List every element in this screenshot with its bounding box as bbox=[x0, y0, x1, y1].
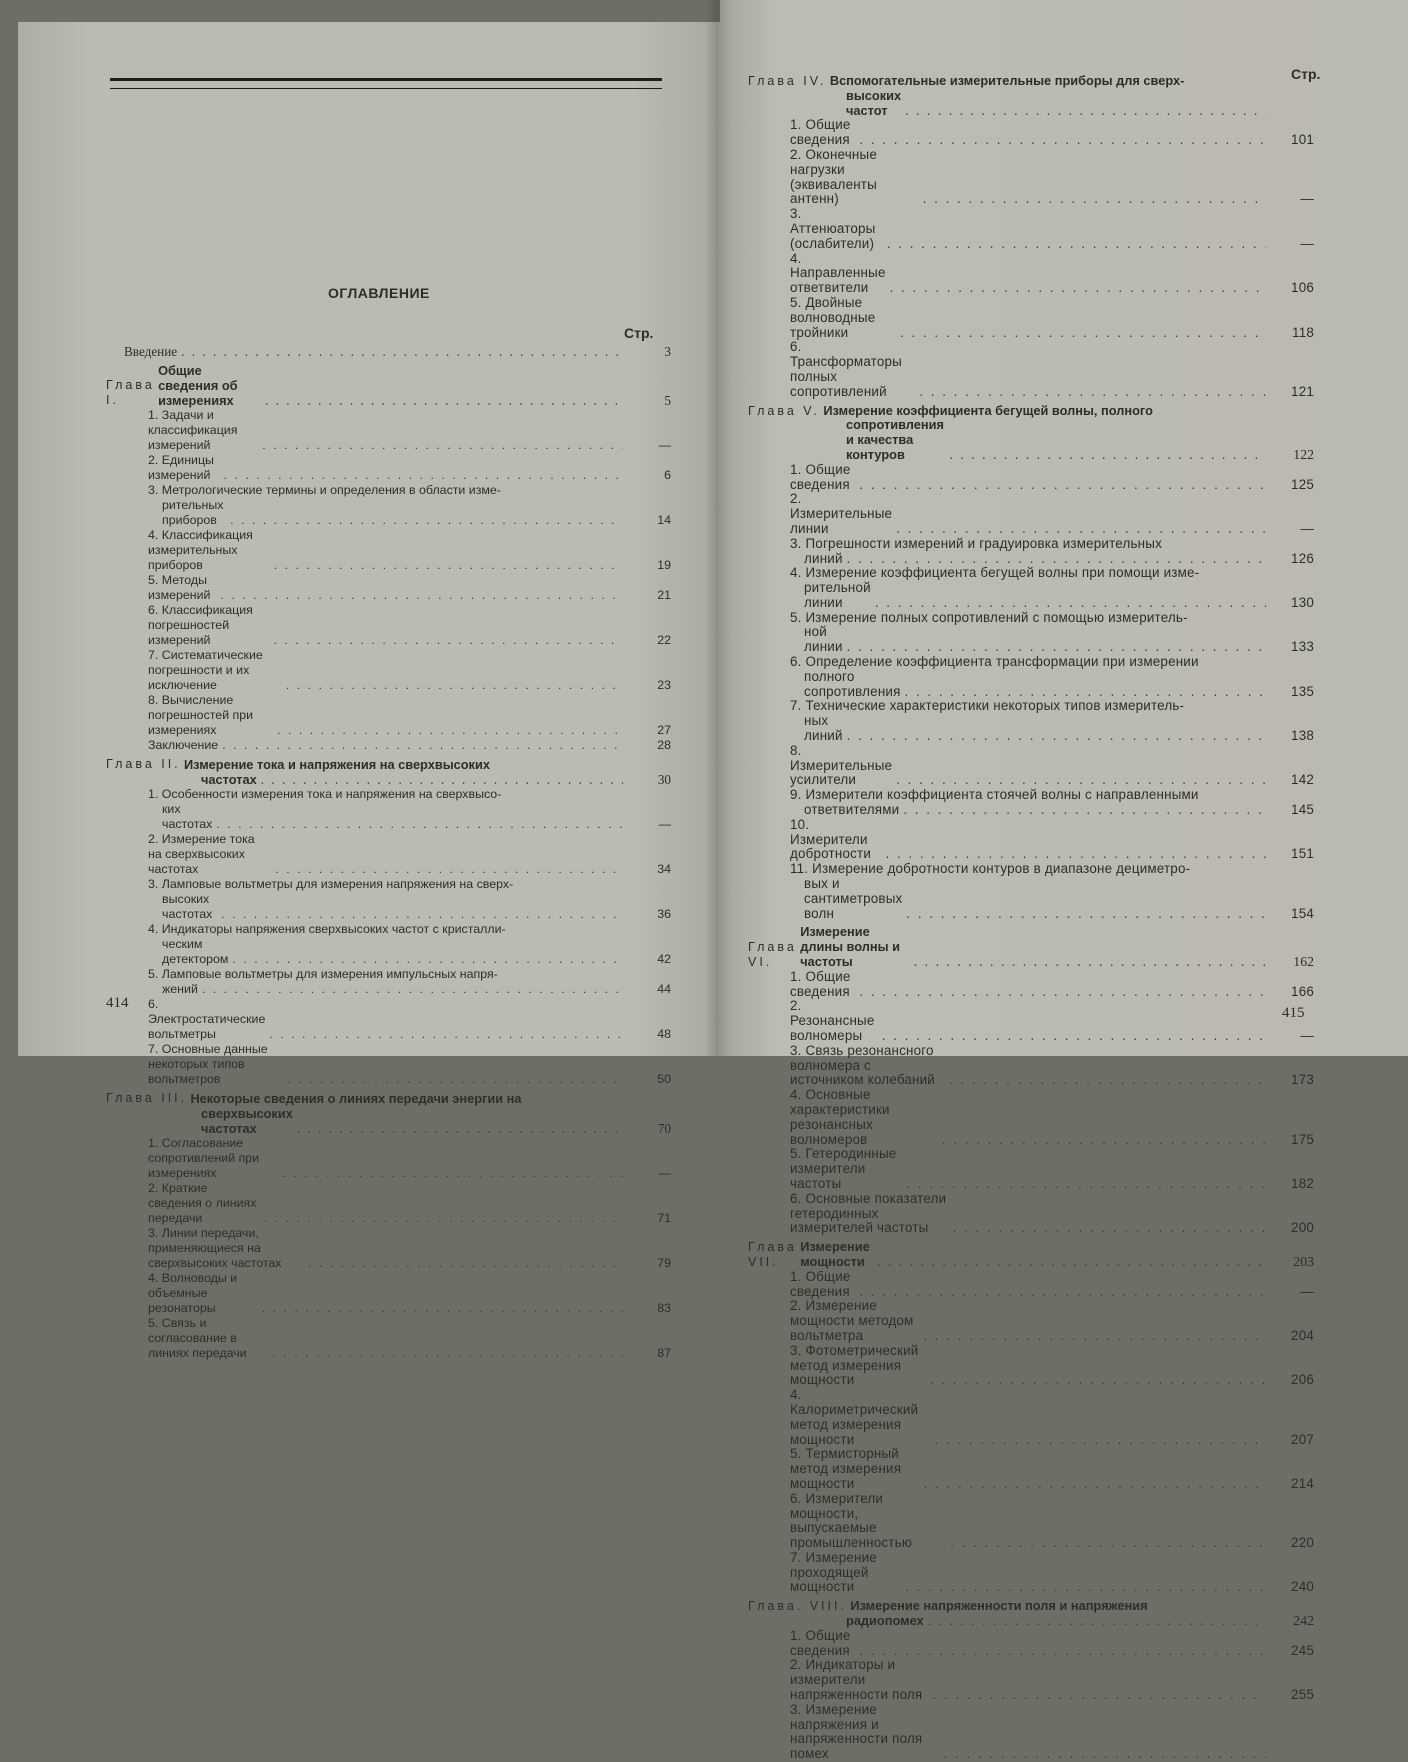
entry-page-number: — bbox=[658, 1166, 671, 1180]
dot-leader bbox=[919, 385, 1266, 400]
toc-list-right bbox=[748, 70, 1314, 1762]
dot-leader bbox=[261, 772, 623, 787]
entry-page-number: 130 bbox=[1291, 594, 1314, 610]
toc-section-entry bbox=[748, 1551, 1314, 1595]
entry-title: 3. Аттенюаторы (ослабители) bbox=[790, 206, 876, 251]
entry-title: ответвителями bbox=[804, 802, 900, 818]
entry-title: 7. Измерение проходящей мощности bbox=[790, 1549, 877, 1595]
toc-section-entry bbox=[748, 1270, 1314, 1300]
entry-title: 1. Общие сведения bbox=[790, 1268, 851, 1299]
entry-title: линий bbox=[804, 550, 843, 566]
entry-page-number: 70 bbox=[657, 1121, 671, 1136]
entry-page-number: 101 bbox=[1291, 132, 1314, 148]
toc-section-entry bbox=[748, 537, 1314, 567]
entry-page-number: 255 bbox=[1291, 1687, 1314, 1703]
toc-section-entry bbox=[748, 148, 1314, 207]
entry-title: 2. Индикаторы и измерители напряженности поля bbox=[790, 1657, 923, 1703]
dot-leader bbox=[896, 773, 1266, 788]
toc-section-entry bbox=[106, 408, 671, 453]
entry-page-number: 200 bbox=[1291, 1220, 1314, 1236]
entry-title: 6. Трансформаторы полных сопротивлений bbox=[790, 339, 902, 399]
chapter-prefix: Глава VII. bbox=[748, 1240, 797, 1269]
entry-title: Общие сведения об измерениях bbox=[158, 363, 238, 408]
left-page bbox=[18, 22, 720, 1360]
entry-title: частотах bbox=[201, 772, 257, 787]
dot-leader bbox=[273, 633, 623, 648]
entry-page-number: 240 bbox=[1291, 1579, 1314, 1595]
entry-page-number: 122 bbox=[1293, 446, 1314, 462]
entry-page-number: 34 bbox=[657, 862, 671, 876]
entry-title: 6. Электростатические вольтметры bbox=[148, 997, 266, 1041]
dot-leader bbox=[942, 1133, 1266, 1148]
toc-heading: ОГЛАВЛЕНИЕ bbox=[328, 285, 430, 301]
dot-leader bbox=[286, 678, 623, 693]
entry-title: 1. Общие сведения bbox=[790, 461, 851, 492]
toc-section-entry bbox=[106, 832, 671, 877]
toc-section-entry bbox=[106, 1042, 671, 1087]
dot-leader bbox=[924, 1477, 1266, 1492]
dot-leader bbox=[900, 326, 1266, 341]
entry-title: 1. Согласование сопротивлений при измерениях bbox=[148, 1136, 260, 1180]
entry-page-number: 5 bbox=[664, 393, 671, 408]
entry-title: 6. Измерители мощности, выпускаемые промышленностью bbox=[790, 1490, 913, 1551]
entry-page-number: 182 bbox=[1291, 1175, 1314, 1191]
entry-title: 10. Измерители добротности bbox=[790, 816, 872, 862]
entry-title: Некоторые сведения о линиях передачи энергии на bbox=[190, 1091, 522, 1106]
toc-section-entry bbox=[106, 603, 671, 648]
entry-title: сверхвысоких частотах bbox=[201, 1106, 293, 1136]
entry-title: 1. Общие сведения bbox=[790, 968, 851, 999]
entry-page-number: 133 bbox=[1291, 639, 1314, 655]
page-column-label: Стр. bbox=[1291, 66, 1321, 82]
entry-page-number: 36 bbox=[657, 907, 671, 921]
entry-page-number: — bbox=[1300, 235, 1314, 251]
dot-leader bbox=[949, 1073, 1266, 1088]
toc-section-entry bbox=[748, 1492, 1314, 1551]
entry-title: ной линии bbox=[804, 624, 843, 655]
top-rule bbox=[110, 78, 662, 89]
toc-section-entry bbox=[106, 483, 671, 528]
dot-leader bbox=[202, 982, 623, 997]
entry-page-number: 48 bbox=[657, 1027, 671, 1041]
chapter-prefix: Глава III. bbox=[106, 1091, 188, 1105]
entry-title: 5. Методы измерений bbox=[148, 573, 211, 602]
entry-title: 2. Измерительные линии bbox=[790, 491, 893, 536]
entry-title: Заключение bbox=[148, 738, 219, 752]
entry-title: 6. Классификация погрешностей измерений bbox=[148, 603, 253, 647]
dot-leader bbox=[283, 1166, 623, 1181]
dot-leader bbox=[273, 1346, 623, 1361]
dot-leader bbox=[903, 803, 1266, 818]
toc-section-entry bbox=[748, 655, 1314, 699]
toc-section-entry bbox=[748, 1088, 1314, 1147]
dot-leader bbox=[905, 685, 1266, 700]
dot-leader bbox=[944, 1747, 1266, 1762]
entry-page-number: — bbox=[658, 817, 671, 831]
toc-section-entry bbox=[106, 738, 671, 753]
entry-title: 2. Измерение тока на сверхвысоких частотах bbox=[148, 832, 255, 876]
toc-section-entry bbox=[106, 1181, 671, 1226]
toc-section-entry bbox=[748, 1629, 1314, 1659]
dot-leader bbox=[877, 1255, 1266, 1270]
entry-title: жений bbox=[162, 982, 198, 996]
chapter-prefix: Глава IV. bbox=[748, 74, 827, 88]
dot-leader bbox=[847, 640, 1266, 655]
toc-chapter-entry bbox=[748, 925, 1314, 969]
entry-title: рительных приборов bbox=[162, 498, 224, 527]
page-number-left: 414 bbox=[106, 995, 129, 1011]
entry-title: 4. Классификация измерительных приборов bbox=[148, 528, 253, 572]
dot-leader bbox=[906, 1177, 1266, 1192]
entry-title: 7. Технические характеристики некоторых типов измеритель- bbox=[790, 698, 1185, 714]
dot-leader bbox=[933, 1688, 1266, 1703]
toc-section-entry bbox=[106, 528, 671, 573]
entry-page-number: 162 bbox=[1293, 954, 1314, 970]
entry-title: 5. Термисторный метод измерения мощности bbox=[790, 1446, 902, 1491]
toc-section-entry bbox=[748, 1658, 1314, 1702]
dot-leader bbox=[222, 738, 623, 753]
dot-leader bbox=[269, 1027, 623, 1042]
dot-leader bbox=[882, 1029, 1266, 1044]
toc-section-entry bbox=[106, 453, 671, 483]
dot-leader bbox=[847, 552, 1266, 567]
toc-section-entry bbox=[106, 573, 671, 603]
entry-title: 7. Систематические погрешности и их исключение bbox=[148, 648, 263, 692]
entry-title: Измерение коэффициента бегущей волны, полного bbox=[823, 402, 1153, 418]
dot-leader bbox=[264, 1211, 623, 1226]
entry-title: Измерение тока и напряжения на сверхвысоких bbox=[183, 757, 490, 772]
dot-leader bbox=[230, 513, 623, 528]
dot-leader bbox=[216, 817, 623, 832]
entry-title: рительной линии bbox=[804, 580, 871, 610]
entry-title: 4. Направленные ответвители bbox=[790, 250, 886, 296]
entry-title: 8. Вычисление погрешностей при измерениях bbox=[148, 693, 254, 737]
dot-leader bbox=[859, 133, 1266, 148]
dot-leader bbox=[262, 438, 623, 453]
toc-section-entry bbox=[748, 999, 1314, 1043]
entry-title: ческим детектором bbox=[162, 937, 229, 966]
dot-leader bbox=[221, 907, 623, 922]
chapter-prefix: Глава I. bbox=[106, 378, 155, 407]
entry-title: 6. Основные показатели гетеродинных измерителей частоты bbox=[790, 1190, 947, 1236]
entry-title: вых и сантиметровых волн bbox=[804, 876, 903, 921]
entry-page-number: 206 bbox=[1291, 1372, 1314, 1388]
right-page bbox=[720, 0, 1408, 1762]
toc-section-entry bbox=[748, 611, 1314, 655]
toc-chapter-entry bbox=[106, 757, 671, 787]
entry-title: 3. Связь резонансного волномера с источником колебаний bbox=[790, 1042, 935, 1088]
dot-leader bbox=[232, 952, 623, 967]
toc-section-entry bbox=[748, 463, 1314, 493]
dot-leader bbox=[847, 729, 1266, 744]
toc-section-entry bbox=[106, 997, 671, 1042]
toc-section-entry bbox=[748, 340, 1314, 399]
toc-section-entry bbox=[748, 207, 1314, 251]
dot-leader bbox=[914, 955, 1266, 970]
entry-title: 3. Погрешности измерений и градуировка измерительных bbox=[790, 535, 1162, 551]
chapter-prefix: Глава II. bbox=[106, 757, 181, 771]
toc-section-entry bbox=[748, 1388, 1314, 1447]
entry-title: 5. Ламповые вольтметры для измерения импульсных напря- bbox=[148, 967, 498, 981]
entry-page-number: 214 bbox=[1291, 1475, 1314, 1491]
entry-page-number: 242 bbox=[1293, 1613, 1314, 1629]
entry-page-number: — bbox=[658, 438, 671, 452]
dot-leader bbox=[275, 862, 623, 877]
entry-title: 1. Общие сведения bbox=[790, 1627, 851, 1658]
entry-page-number: 83 bbox=[657, 1301, 671, 1315]
dot-leader bbox=[277, 723, 623, 738]
dot-leader bbox=[905, 104, 1266, 119]
entry-page-number: — bbox=[1300, 1028, 1314, 1043]
entry-title: Измерение напряженности поля и напряжения bbox=[850, 1598, 1148, 1614]
entry-page-number: 3 bbox=[664, 344, 671, 359]
entry-page-number: 207 bbox=[1291, 1431, 1314, 1447]
entry-title: полного сопротивления bbox=[804, 668, 901, 699]
entry-page-number: — bbox=[1300, 520, 1314, 536]
toc-chapter-entry bbox=[748, 1240, 1314, 1270]
entry-page-number: 204 bbox=[1291, 1327, 1314, 1343]
toc-section-entry bbox=[748, 788, 1314, 818]
entry-page-number: 79 bbox=[657, 1256, 671, 1270]
dot-leader bbox=[859, 478, 1266, 493]
entry-page-number: 42 bbox=[657, 952, 671, 966]
entry-title: 2. Резонансные волномеры bbox=[790, 998, 875, 1043]
toc-section-entry bbox=[106, 877, 671, 922]
entry-title: 3. Фотометрический метод измерения мощности bbox=[790, 1342, 919, 1388]
dot-leader bbox=[859, 1644, 1266, 1659]
toc-section-entry bbox=[106, 1226, 671, 1271]
entry-page-number: 154 bbox=[1291, 905, 1314, 921]
entry-page-number: 30 bbox=[657, 772, 671, 787]
toc-section-entry bbox=[106, 693, 671, 738]
chapter-prefix: Глава V. bbox=[748, 403, 820, 418]
entry-page-number: 28 bbox=[657, 738, 671, 752]
entry-title: 5. Измерение полных сопротивлений с помощью измеритель- bbox=[790, 609, 1188, 625]
toc-section-entry bbox=[106, 922, 671, 967]
toc-section-entry bbox=[748, 296, 1314, 340]
entry-title: 4. Индикаторы напряжения сверхвысоких частот с кристалли- bbox=[148, 922, 506, 936]
entry-page-number: 71 bbox=[657, 1211, 671, 1225]
entry-page-number: 175 bbox=[1291, 1131, 1314, 1147]
toc-section-entry bbox=[748, 1192, 1314, 1236]
toc-section-entry bbox=[748, 252, 1314, 296]
toc-list-left bbox=[106, 344, 671, 1361]
dot-leader bbox=[274, 558, 623, 573]
entry-title: Измерение длины волны и частоты bbox=[800, 924, 900, 970]
toc-intro-entry bbox=[106, 344, 671, 359]
entry-title: ных линий bbox=[804, 713, 843, 744]
chapter-prefix: Глава VI. bbox=[748, 940, 797, 970]
dot-leader bbox=[887, 237, 1266, 252]
toc-section-entry bbox=[748, 818, 1314, 862]
entry-title: 3. Измерение напряжения и напряженности поля помех bbox=[790, 1701, 923, 1762]
entry-title: 1. Задачи и классификация измерений bbox=[148, 408, 238, 452]
entry-title: 4. Волноводы и объемные резонаторы bbox=[148, 1271, 238, 1315]
entry-page-number: 27 bbox=[657, 723, 671, 737]
entry-page-number: 245 bbox=[1291, 1642, 1314, 1658]
toc-chapter-entry bbox=[748, 1599, 1314, 1629]
entry-title: 5. Двойные волноводные тройники bbox=[790, 294, 876, 340]
entry-page-number: 138 bbox=[1291, 728, 1314, 744]
dot-leader bbox=[265, 393, 623, 408]
dot-leader bbox=[287, 1072, 623, 1087]
toc-section-entry bbox=[748, 1147, 1314, 1191]
entry-title: ких частотах bbox=[162, 802, 213, 831]
dot-leader bbox=[928, 1614, 1266, 1629]
entry-title: высоких частот bbox=[846, 87, 902, 118]
entry-page-number: 44 bbox=[657, 982, 671, 996]
dot-leader bbox=[886, 847, 1267, 862]
entry-page-number: 121 bbox=[1291, 383, 1314, 399]
dot-leader bbox=[859, 1285, 1266, 1300]
toc-section-entry bbox=[748, 1447, 1314, 1491]
entry-title: высоких частотах bbox=[162, 892, 213, 921]
entry-title: 4. Калориметрический метод измерения мощности bbox=[790, 1387, 919, 1447]
entry-page-number: 220 bbox=[1291, 1535, 1314, 1551]
entry-page-number: 118 bbox=[1292, 324, 1314, 340]
entry-page-number: 6 bbox=[664, 468, 671, 482]
entry-title: 5. Связь и согласование в линиях передачи bbox=[148, 1316, 247, 1360]
entry-title: Введение bbox=[124, 344, 178, 359]
entry-page-number: 14 bbox=[657, 513, 671, 527]
entry-page-number: 106 bbox=[1291, 280, 1314, 296]
entry-title: 7. Основные данные некоторых типов вольтметров bbox=[148, 1042, 268, 1086]
toc-section-entry bbox=[106, 1271, 671, 1316]
entry-page-number: 173 bbox=[1291, 1072, 1314, 1088]
entry-page-number: 145 bbox=[1291, 802, 1314, 818]
dot-leader bbox=[950, 1536, 1266, 1551]
entry-title: 9. Измерители коэффициента стоячей волны с направленными bbox=[790, 787, 1199, 803]
dot-leader bbox=[220, 588, 623, 603]
entry-title: 5. Гетеродинные измерители частоты bbox=[790, 1146, 897, 1191]
entry-title: 4. Основные характеристики резонансных волномеров bbox=[790, 1087, 890, 1147]
dot-leader bbox=[859, 985, 1266, 1000]
dot-leader bbox=[953, 1221, 1266, 1236]
entry-page-number: — bbox=[1300, 1283, 1314, 1299]
dot-leader bbox=[308, 1256, 623, 1271]
toc-section-entry bbox=[748, 566, 1314, 610]
entry-title: 1. Общие сведения bbox=[790, 117, 851, 148]
entry-title: радиопомех bbox=[846, 1613, 924, 1629]
toc-section-entry bbox=[106, 1316, 671, 1361]
toc-chapter-entry bbox=[106, 1091, 671, 1136]
toc-section-entry bbox=[748, 1044, 1314, 1088]
toc-section-entry bbox=[106, 967, 671, 997]
dot-leader bbox=[896, 522, 1266, 537]
entry-title: 1. Особенности измерения тока и напряжения на сверхвысо- bbox=[148, 787, 502, 801]
toc-section-entry bbox=[748, 744, 1314, 788]
entry-page-number: 125 bbox=[1291, 476, 1314, 492]
entry-page-number: 50 bbox=[657, 1072, 671, 1086]
entry-page-number: 151 bbox=[1291, 846, 1314, 862]
dot-leader bbox=[890, 281, 1266, 296]
toc-section-entry bbox=[106, 1136, 671, 1181]
toc-chapter-entry bbox=[748, 74, 1314, 118]
toc-section-entry bbox=[748, 1299, 1314, 1343]
entry-page-number: 23 bbox=[657, 678, 671, 692]
entry-title: 6. Определение коэффициента трансформации при измерении bbox=[790, 654, 1199, 670]
toc-chapter-entry bbox=[106, 363, 671, 408]
dot-leader bbox=[923, 1329, 1266, 1344]
toc-section-entry bbox=[748, 862, 1314, 921]
entry-page-number: 166 bbox=[1291, 983, 1314, 999]
dot-leader bbox=[262, 1301, 623, 1316]
dot-leader bbox=[949, 448, 1266, 463]
toc-section-entry bbox=[106, 648, 671, 693]
toc-section-entry bbox=[748, 1344, 1314, 1388]
toc-section-entry bbox=[748, 1703, 1314, 1762]
entry-page-number: 126 bbox=[1291, 550, 1314, 566]
dot-leader bbox=[923, 192, 1266, 207]
toc-section-entry bbox=[748, 492, 1314, 536]
entry-page-number: 203 bbox=[1293, 1253, 1314, 1269]
entry-title: 2. Краткие сведения о линиях передачи bbox=[148, 1181, 257, 1225]
entry-title: 8. Измерительные усилители bbox=[790, 742, 893, 788]
entry-page-number: 87 bbox=[657, 1346, 671, 1360]
page-column-label: Стр. bbox=[624, 325, 654, 341]
entry-page-number: 19 bbox=[657, 558, 671, 572]
entry-title: Вспомогательные измерительные приборы для сверх- bbox=[829, 73, 1185, 88]
entry-page-number: — bbox=[1300, 191, 1314, 207]
dot-leader bbox=[930, 1373, 1266, 1388]
entry-page-number: 142 bbox=[1291, 772, 1314, 788]
toc-section-entry bbox=[748, 970, 1314, 1000]
entry-title: 3. Линии передачи, применяющиеся на сверхвысоких частотах bbox=[148, 1226, 282, 1270]
dot-leader bbox=[297, 1121, 623, 1136]
entry-page-number: 135 bbox=[1291, 683, 1314, 699]
toc-chapter-entry bbox=[748, 404, 1314, 463]
page-number-right: 415 bbox=[1282, 1005, 1305, 1021]
toc-section-entry bbox=[106, 787, 671, 832]
dot-leader bbox=[906, 907, 1266, 922]
entry-page-number: 22 bbox=[657, 633, 671, 647]
dot-leader bbox=[875, 596, 1266, 611]
entry-title: сопротивления и качества контуров bbox=[846, 417, 944, 462]
entry-title: 4. Измерение коэффициента бегущей волны при помощи изме- bbox=[790, 565, 1200, 581]
dot-leader bbox=[181, 344, 623, 359]
entry-page-number: 21 bbox=[657, 588, 671, 602]
dot-leader bbox=[224, 468, 623, 483]
entry-title: 2. Единицы измерений bbox=[148, 453, 214, 482]
entry-title: 2. Оконечные нагрузки (эквиваленты антенн) bbox=[790, 146, 878, 207]
entry-title: Измерение мощности bbox=[800, 1239, 870, 1269]
dot-leader bbox=[934, 1433, 1266, 1448]
entry-title: 3. Ламповые вольтметры для измерения напряжения на сверх- bbox=[148, 877, 514, 891]
entry-title: 11. Измерение добротности контуров в диапазоне дециметро- bbox=[790, 861, 1191, 877]
chapter-prefix: Глава. VIII. bbox=[748, 1599, 847, 1614]
entry-title: 2. Измерение мощности методом вольтметра bbox=[790, 1298, 914, 1343]
toc-section-entry bbox=[748, 118, 1314, 148]
entry-title: 3. Метрологические термины и определения в области изме- bbox=[148, 483, 501, 497]
dot-leader bbox=[905, 1580, 1266, 1595]
toc-section-entry bbox=[748, 699, 1314, 743]
